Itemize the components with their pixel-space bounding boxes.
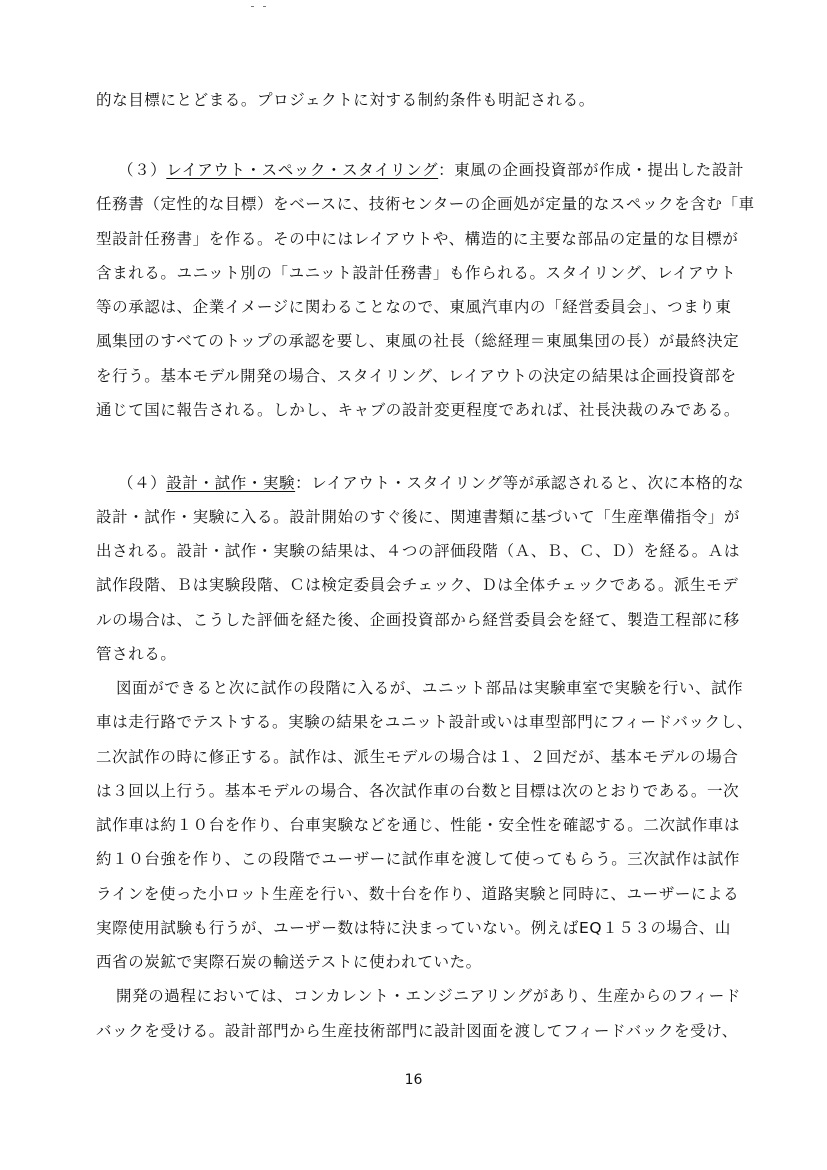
text-line: 管される。 — [96, 645, 177, 663]
text-line: 試作車は約１０台を作り、台車実験などを通じ、性能・安全性を確認する。二次試作車は — [96, 816, 741, 834]
section-3-text: ：東風の企画投資部が作成・提出した設計 — [438, 161, 745, 179]
text-line: 試作段階、Ｂは実験段階、Ｃは検定委員会チェック、Ｄは全体チェックである。派生モデ — [96, 576, 739, 594]
text-line: 風集団のすべてのトップの承認を要し、東風の社長（総経理＝東風集団の長）が最終決定 — [96, 332, 740, 350]
scan-speck — [263, 6, 266, 7]
section-3-heading: レイアウト・スペック・スタイリング — [166, 161, 439, 179]
scan-speck — [251, 6, 254, 7]
page-number: 16 — [404, 1072, 423, 1088]
text-line: 車は走行路でテストする。実験の結果をユニット設計或いは車型部門にフィードバックし、 — [96, 713, 753, 731]
text-line: 設計・試作・実験に入る。設計開始のすぐ後に、関連書類に基づいて「生産準備指令」が — [96, 508, 741, 526]
text-line: 型設計任務書」を作る。その中にはレイアウトや、構造的に主要な部品の定量的な目標が — [96, 230, 739, 248]
text-line: ラインを使った小ロット生産を行い、数十台を作り、道路実験と同時に、ユーザーによる — [96, 885, 740, 903]
text-line: 出される。設計・試作・実験の結果は、４つの評価段階（Ａ、Ｂ、Ｃ、Ｄ）を経る。Ａは — [96, 542, 741, 560]
section-3-line — [118, 160, 778, 180]
text-line: を行う。基本モデル開発の場合、スタイリング、レイアウトの決定の結果は企画投資部を — [96, 367, 737, 385]
section-4-text: ：レイアウト・スタイリング等が承認されると、次に本格的な — [295, 474, 745, 492]
text-line: ルの場合は、こうした評価を経た後、企画投資部から経営委員会を経て、製造工程部に移 — [96, 611, 740, 629]
text-line: 含まれる。ユニット別の「ユニット設計任務書」も作られる。スタイリング、レイアウト — [96, 264, 737, 282]
section-4-heading: 設計・試作・実験 — [166, 474, 296, 492]
section-4-number: （４） — [118, 474, 167, 492]
section-3-number: （３） — [118, 161, 167, 179]
text-line: 開発の過程においては、コンカレント・エンジニアリングがあり、生産からのフィード — [116, 987, 741, 1005]
text-line: 等の承認は、企業イメージに関わることなので、東風汽車内の「経営委員会」、つまり東 — [96, 298, 732, 316]
text-line: 実際使用試験も行うが、ユーザー数は特に決まっていない。例えばEQ１５３の場合、山 — [96, 919, 731, 937]
text-line: バックを受ける。設計部門から生産技術部門に設計図面を渡してフィードバックを受け、 — [96, 1022, 738, 1040]
text-line: 約１０台強を作り、この段階でユーザーに試作車を渡して使ってもらう。三次試作は試作 — [96, 850, 741, 868]
text-line: 西省の炭鉱で実際石炭の輸送テストに使われていた。 — [96, 953, 482, 971]
text-line: 図面ができると次に試作の段階に入るが、ユニット部品は実験車室で実験を行い、試作 — [116, 679, 744, 697]
text-line: は３回以上行う。基本モデルの場合、各次試作車の台数と目標は次のとおりである。一次 — [96, 782, 740, 800]
text-line: 任務書（定性的な目標）をベースに、技術センターの企画処が定量的なスペックを含む「車 — [96, 195, 755, 213]
text-line: 二次試作の時に修正する。試作は、派生モデルの場合は１、２回だが、基本モデルの場合 — [96, 748, 739, 766]
text-line: 的な目標にとどまる。プロジェクトに対する制約条件も明記される。 — [96, 91, 595, 109]
text-line: 通じて国に報告される。しかし、キャブの設計変更程度であれば、社長決裁のみである。 — [96, 401, 741, 419]
section-4-line — [118, 473, 778, 493]
